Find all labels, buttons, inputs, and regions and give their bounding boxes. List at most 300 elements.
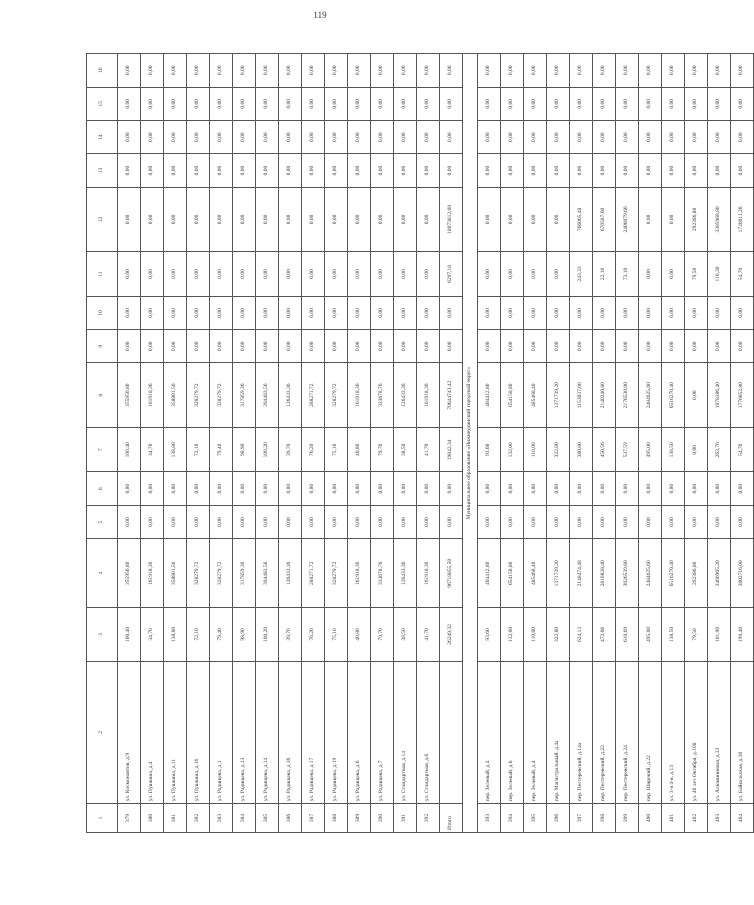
table-cell: 110,00	[524, 608, 547, 661]
table-cell: 0,00	[118, 54, 141, 88]
table-cell: 18073812,08	[440, 187, 463, 252]
table-cell: 2810828,40	[593, 539, 616, 608]
table-cell: 389	[348, 804, 371, 833]
table-cell: 0,00	[141, 505, 164, 538]
table-cell: 0,00	[348, 252, 371, 297]
table-cell: 404	[731, 804, 754, 833]
table-cell: 401	[662, 804, 685, 833]
table-cell: 0,00	[417, 252, 440, 297]
table-cell: 126433,36	[279, 363, 302, 428]
table-cell: 0,00	[501, 296, 524, 329]
table-cell: 328279,72	[187, 539, 210, 608]
table-cell: 2140240,80	[593, 363, 616, 428]
table-cell: 0,00	[118, 87, 141, 120]
table-cell: 0,00	[708, 296, 731, 329]
table-cell: 79,40	[210, 428, 233, 473]
table-cell: 54,70	[731, 252, 754, 297]
table-cell: 2484625,60	[639, 363, 662, 428]
table-cell: 0,00	[524, 154, 547, 187]
table-cell: 0,00	[593, 330, 616, 363]
table-cell: 0,00	[417, 296, 440, 329]
table-cell: 0,00	[639, 54, 662, 88]
table-cell: 0,00	[371, 54, 394, 88]
table-cell: 0,00	[325, 154, 348, 187]
column-header: 6	[87, 472, 118, 505]
table-cell: 393	[478, 804, 501, 833]
table-cell: 0,00	[164, 296, 187, 329]
table-cell: 388	[325, 804, 348, 833]
table-row	[524, 54, 547, 833]
table-cell: 0,00	[685, 120, 708, 153]
table-cell: 34,70	[141, 428, 164, 473]
table-cell: 0,00	[141, 296, 164, 329]
table-cell: ул. Космонавтов, д.9	[118, 661, 141, 803]
table-cell: пер. Магистральный, д.4а	[547, 661, 570, 803]
table-cell: 0,00	[616, 154, 639, 187]
table-cell: 79,50	[685, 608, 708, 661]
table-cell: ул. Пушкина, д.16	[187, 661, 210, 803]
rotated-table	[86, 53, 745, 833]
table-cell: 0,00	[118, 187, 141, 252]
table-cell: 0,00	[524, 187, 547, 252]
table-cell: 126433,36	[394, 363, 417, 428]
table-cell: пер. Зеленый, д.6	[501, 661, 524, 803]
table-cell: 0,00	[478, 252, 501, 297]
table-cell: 380	[141, 804, 164, 833]
table-cell: 0,00	[118, 472, 141, 505]
table-cell: 0,00	[233, 472, 256, 505]
table-cell: 0,00	[256, 296, 279, 329]
table-cell: 100,20	[256, 608, 279, 661]
table-cell: ул. Алюминиевая, д.33	[708, 661, 731, 803]
table-cell: 0,00	[325, 296, 348, 329]
table-cell: 0,00	[164, 87, 187, 120]
table-cell: 0,00	[501, 154, 524, 187]
table-cell: 0,00	[371, 330, 394, 363]
table-cell: 0,00	[662, 330, 685, 363]
table-row	[302, 54, 325, 833]
table-cell: 0,00	[524, 296, 547, 329]
table-cell: 75,10	[325, 428, 348, 473]
table-cell: 161918,36	[141, 363, 164, 428]
table-cell: 3466965,20	[708, 539, 731, 608]
table-cell: 0,00	[570, 87, 593, 120]
table-cell: 0,00	[570, 120, 593, 153]
table-cell: 0,00	[233, 87, 256, 120]
table-row	[708, 54, 731, 833]
table-cell: 382	[187, 804, 210, 833]
table-cell: 394483,56	[256, 539, 279, 608]
table-cell: 0,00	[478, 187, 501, 252]
table-cell: 2176530,00	[616, 363, 639, 428]
table-cell: 0,00	[233, 187, 256, 252]
table-cell: 0,00	[417, 120, 440, 153]
table-cell: 0,00	[302, 120, 325, 153]
table-cell: 0,00	[141, 54, 164, 88]
table-cell: 402	[685, 804, 708, 833]
table-cell: 0,00	[256, 472, 279, 505]
table-cell: 0,00	[685, 428, 708, 473]
table-cell: 0,00	[164, 252, 187, 297]
table-cell: 2406079,60	[616, 187, 639, 252]
table-cell: 3026539,60	[616, 539, 639, 608]
table-row	[593, 54, 616, 833]
table-cell: 0,00	[731, 505, 754, 538]
table-cell: 0,00	[394, 87, 417, 120]
table-cell: 100,20	[256, 428, 279, 473]
table-cell: 0,00	[371, 472, 394, 505]
table-cell: 358801,56	[164, 539, 187, 608]
table-cell: 0,00	[302, 472, 325, 505]
table-cell: 0,00	[501, 87, 524, 120]
table-cell: 0,00	[616, 120, 639, 153]
table-cell: 40,80	[348, 428, 371, 473]
table-cell: 0,00	[279, 505, 302, 538]
table-cell: 100,40	[118, 428, 141, 473]
table-cell: 6516270,40	[662, 539, 685, 608]
table-cell: 400	[639, 804, 662, 833]
table-cell: 385	[256, 804, 279, 833]
table-cell: 610,69	[616, 608, 639, 661]
table-cell: 0,00	[417, 54, 440, 88]
table-cell: 0,00	[685, 330, 708, 363]
table-cell: 0,00	[478, 330, 501, 363]
table-row	[639, 54, 662, 833]
table-cell: 79,70	[371, 608, 394, 661]
table-cell: ул. 40 лет Октября, д.108	[685, 661, 708, 803]
table-cell: 0,00	[187, 505, 210, 538]
table-cell: 0,00	[639, 296, 662, 329]
column-header: 10	[87, 296, 118, 329]
table-cell: 0,00	[593, 472, 616, 505]
table-cell: 3802716,00	[731, 539, 754, 608]
table-cell: 161918,36	[141, 539, 164, 608]
table-cell: 0,00	[394, 505, 417, 538]
table-cell: 0,00	[164, 505, 187, 538]
table-cell: 0,00	[616, 505, 639, 538]
table-cell: 0,00	[279, 296, 302, 329]
table-cell: 0,00	[708, 505, 731, 538]
table-body	[118, 54, 754, 833]
table-cell: 395	[524, 804, 547, 833]
table-cell: ул. 3-я 4-я, д.13	[662, 661, 685, 803]
table-cell: 161918,36	[348, 539, 371, 608]
table-cell: 0,00	[325, 54, 348, 88]
table-cell: 0,00	[371, 154, 394, 187]
table-row	[348, 54, 371, 833]
table-cell: 0,00	[279, 154, 302, 187]
column-header: 13	[87, 154, 118, 187]
table-cell: 0,00	[616, 330, 639, 363]
table-cell: 404412,80	[478, 363, 501, 428]
table-cell: 0,00	[371, 252, 394, 297]
table-cell: 0,00	[394, 120, 417, 153]
table-cell: 0,00	[302, 87, 325, 120]
table-cell: 398	[593, 804, 616, 833]
table-row	[394, 54, 417, 833]
table-cell: 0,00	[547, 472, 570, 505]
table-cell: 0,00	[256, 330, 279, 363]
table-cell: ул. Радищева, д.17	[302, 661, 325, 803]
table-cell: 161918,36	[417, 363, 440, 428]
table-cell: 0,00	[478, 54, 501, 88]
table-cell: 0,00	[708, 54, 731, 88]
rotated-table-container	[86, 53, 745, 833]
table-cell: 292386,80	[685, 539, 708, 608]
table-cell: 0,00	[440, 505, 463, 538]
table-cell: 0,00	[662, 252, 685, 297]
table-cell: 199,40	[731, 608, 754, 661]
table-cell: 0,00	[256, 120, 279, 153]
table-cell: 0,00	[524, 87, 547, 120]
table-cell: 0,00	[417, 154, 440, 187]
table-row	[187, 54, 210, 833]
table-cell: 328279,72	[187, 363, 210, 428]
table-cell: 0,00	[164, 330, 187, 363]
table-cell: 0,00	[731, 296, 754, 329]
column-header: 15	[87, 87, 118, 120]
table-cell: 0,00	[233, 120, 256, 153]
table-cell: 0,00	[685, 54, 708, 88]
table-cell: 394483,56	[256, 363, 279, 428]
table-cell: 328279,72	[325, 363, 348, 428]
table-cell: 766065,48	[570, 187, 593, 252]
table-cell: ул. Стандартная, д.6	[417, 661, 440, 803]
table-cell: 79,70	[371, 428, 394, 473]
table-row	[325, 54, 348, 833]
table-cell: 3385968,80	[708, 187, 731, 252]
table-cell: 0,00	[394, 252, 417, 297]
table-cell: 0,00	[279, 87, 302, 120]
table-cell: 0,00	[141, 330, 164, 363]
table-cell: 1726011,20	[731, 187, 754, 252]
table-cell: 0,00	[639, 120, 662, 153]
table-cell: 0,00	[417, 330, 440, 363]
table-cell: 0,00	[639, 472, 662, 505]
table-cell: 1153037,00	[570, 363, 593, 428]
column-header: 1	[87, 804, 118, 833]
table-cell: 0,00	[662, 54, 685, 88]
table-cell: пер. Пестеревский, д.24	[616, 661, 639, 803]
table-cell: 0,00	[210, 330, 233, 363]
table-cell: 0,00	[325, 472, 348, 505]
table-cell: пер. Зеленый, д.4	[524, 661, 547, 803]
table-cell: 0,00	[639, 87, 662, 120]
table-cell: 0,00	[348, 330, 371, 363]
table-cell: ул. Радищева, д.16	[279, 661, 302, 803]
table-cell: 0,00	[141, 187, 164, 252]
page-number: 119	[313, 10, 327, 20]
table-cell: 0,00	[478, 472, 501, 505]
table-cell: 317859,36	[233, 539, 256, 608]
table-cell: 0,00	[210, 87, 233, 120]
table-cell: 0,00	[501, 330, 524, 363]
table-cell: 0,00	[685, 505, 708, 538]
table-cell: 0,00	[593, 87, 616, 120]
table-cell: 0,00	[164, 472, 187, 505]
table-cell: 0,00	[210, 296, 233, 329]
table-cell: 243,33	[570, 252, 593, 297]
table-row	[141, 54, 164, 833]
table-cell: 126433,36	[279, 539, 302, 608]
table-cell: 0,00	[478, 505, 501, 538]
table-cell: 394	[501, 804, 524, 833]
table-cell: 161918,36	[348, 363, 371, 428]
table-cell: 6516270,40	[662, 363, 685, 428]
table-cell: 328279,72	[210, 539, 233, 608]
table-cell	[440, 661, 463, 803]
table-cell: 0,00	[547, 505, 570, 538]
table-cell: 0,00	[210, 154, 233, 187]
table-cell: 41,70	[417, 608, 440, 661]
table-cell: 0,00	[302, 330, 325, 363]
table-cell: 0,00	[187, 87, 210, 120]
table-cell: 79,40	[210, 608, 233, 661]
table-cell: 0,00	[210, 472, 233, 505]
table-cell: 0,00	[593, 154, 616, 187]
table-cell: 0,00	[440, 54, 463, 88]
table-cell: 0,00	[141, 154, 164, 187]
table-cell: 0,00	[440, 296, 463, 329]
table-cell: 1078386,40	[708, 363, 731, 428]
table-cell: 0,00	[187, 330, 210, 363]
table-cell: 0,00	[662, 87, 685, 120]
table-cell: 0,00	[708, 330, 731, 363]
table-cell: 2484625,60	[639, 539, 662, 608]
table-cell: 384	[233, 804, 256, 833]
table-cell: 0,00	[685, 296, 708, 329]
table-cell: 0,00	[524, 54, 547, 88]
table-cell: 0,00	[708, 120, 731, 153]
table-cell: 0,00	[731, 120, 754, 153]
table-cell: 0,00	[417, 187, 440, 252]
table-cell: 379	[118, 804, 141, 833]
table-cell: 263,70	[708, 428, 731, 473]
table-cell: 138,50	[662, 608, 685, 661]
table-cell: 0,00	[478, 296, 501, 329]
table-cell: 0,00	[639, 154, 662, 187]
table-cell: 387	[302, 804, 325, 833]
table-cell: 0,00	[616, 472, 639, 505]
table-cell: 0,00	[662, 187, 685, 252]
table-row	[256, 54, 279, 833]
table-cell: 0,00	[187, 54, 210, 88]
table-cell: 132,00	[501, 428, 524, 473]
table-cell: 355950,80	[118, 363, 141, 428]
table-cell: 0,00	[371, 505, 394, 538]
table-cell: 0,00	[325, 252, 348, 297]
column-header: 2	[87, 661, 118, 803]
table-cell: 1371739,20	[547, 539, 570, 608]
table-cell: 0,00	[164, 187, 187, 252]
table-cell: 0,00	[547, 154, 570, 187]
table-row	[616, 54, 639, 833]
table-cell: 98,90	[233, 428, 256, 473]
table-cell: 0,00	[348, 472, 371, 505]
table-cell: 0,00	[325, 330, 348, 363]
table-cell: 0,00	[478, 154, 501, 187]
table-cell: 0,00	[524, 330, 547, 363]
table-cell: 0,00	[210, 187, 233, 252]
table-cell: ул. Пушкина, д.4	[141, 661, 164, 803]
table-cell: 0,00	[639, 187, 662, 252]
table-cell: 0,00	[662, 296, 685, 329]
table-cell: 485468,40	[524, 363, 547, 428]
table-cell: 34,70	[141, 608, 164, 661]
table-cell: 0,00	[302, 505, 325, 538]
column-header: 8	[87, 363, 118, 428]
table-cell: ул. Радищева, д.13	[233, 661, 256, 803]
table-cell: 0,00	[164, 154, 187, 187]
table-cell: 0,00	[394, 187, 417, 252]
table-cell: 0,00	[524, 252, 547, 297]
column-header: 7	[87, 428, 118, 473]
table-cell: 333678,76	[371, 363, 394, 428]
table-cell: 0,00	[256, 187, 279, 252]
table-row	[685, 54, 708, 833]
table-cell: 0,00	[210, 120, 233, 153]
table-cell: 0,00	[440, 472, 463, 505]
table-cell: ул. Радищева, д.14	[256, 661, 279, 803]
table-cell: 0,00	[394, 472, 417, 505]
column-header: 9	[87, 330, 118, 363]
table-cell: 0,00	[394, 54, 417, 88]
table-cell: 391	[394, 804, 417, 833]
table-cell: 0,00	[524, 472, 547, 505]
table-cell: 396	[547, 804, 570, 833]
table-cell: 0,00	[417, 87, 440, 120]
table-cell: 0,00	[417, 505, 440, 538]
table-cell: 0,00	[616, 54, 639, 88]
table-cell: ул. Байкальская, д.30	[731, 661, 754, 803]
table-cell: 0,00	[325, 505, 348, 538]
table-cell: 0,00	[233, 505, 256, 538]
column-header: 16	[87, 54, 118, 88]
table-cell: 0,00	[547, 54, 570, 88]
table-cell: 0,00	[593, 54, 616, 88]
table-cell: 40,80	[348, 608, 371, 661]
table-cell: 0,00	[279, 120, 302, 153]
table-cell: 0,00	[524, 505, 547, 538]
table-cell: 495,00	[639, 428, 662, 473]
table-row	[478, 54, 501, 833]
table-cell: 110,00	[524, 428, 547, 473]
table-cell: 322,80	[547, 428, 570, 473]
table-cell: 72,10	[187, 608, 210, 661]
table-cell: 0,00	[210, 505, 233, 538]
table-cell: 0,00	[593, 505, 616, 538]
table-cell: 126433,36	[394, 539, 417, 608]
table-cell: 161918,36	[417, 539, 440, 608]
table-cell: 0,00	[394, 296, 417, 329]
table-cell: 0,00	[118, 252, 141, 297]
table-cell: 654158,80	[501, 363, 524, 428]
table-cell: 0,00	[118, 154, 141, 187]
table-cell: 39,70	[279, 608, 302, 661]
table-cell: 0,00	[593, 296, 616, 329]
table-cell: 0,00	[325, 87, 348, 120]
section-row	[463, 54, 478, 833]
table-cell: 292386,80	[685, 187, 708, 252]
table-cell: 0,00	[164, 54, 187, 88]
table-cell: 381	[164, 804, 187, 833]
table-cell: 0,00	[348, 54, 371, 88]
table-cell: 0,00	[371, 296, 394, 329]
table-cell: 0,00	[118, 505, 141, 538]
table-cell: 390	[371, 804, 394, 833]
table-row	[118, 54, 141, 833]
table-cell: 0,00	[547, 296, 570, 329]
